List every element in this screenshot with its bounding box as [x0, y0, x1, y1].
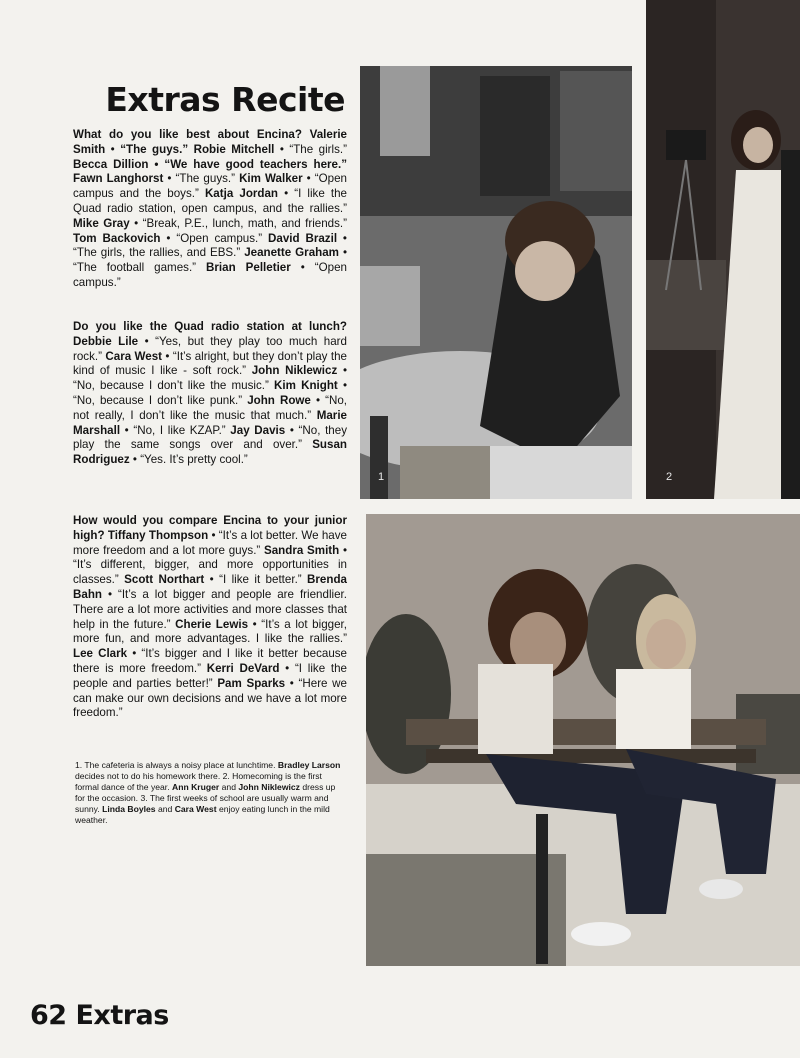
quote-text: • “No, because I don’t like punk.”: [73, 379, 348, 407]
quote-text: • “The football games.”: [73, 246, 347, 275]
speaker-name: Jay Davis: [230, 423, 286, 437]
speaker-name: Ann Kruger: [171, 782, 220, 792]
quote-text: 1. The cafeteria is always a noisy place at lunchtime.: [75, 760, 278, 770]
quote-text: and: [219, 782, 239, 792]
page-title: Extras Recite: [105, 80, 345, 119]
quote-text: • “I like it better.”: [204, 573, 308, 587]
quote-text: • “No, not really, I don’t like the music that much.”: [73, 393, 348, 422]
recite-section-best-about-encina: [73, 128, 347, 291]
speaker-name: Do you like the Quad radio station at lunch? Debbie Lile: [73, 320, 347, 348]
speaker-name: Kim Walker: [239, 172, 303, 186]
quote-text: • “Yes, but they play too much hard rock.”: [73, 334, 347, 363]
speaker-name: Linda Boyles: [102, 804, 156, 814]
quote-text: • “It’s a lot bigger and people are friendlier. There are a lot more activities and more classes that help in the future.”: [73, 587, 347, 631]
speaker-name: Tom Backovich: [73, 231, 161, 245]
quote-text: • “No, because I don’t like the music.”: [73, 364, 348, 393]
section-paragraph: [73, 514, 347, 721]
quote-text: • “Break, P.E., lunch, math, and friends.”: [129, 216, 347, 230]
speaker-name: Jeanette Graham: [244, 246, 339, 260]
speaker-name: Pam Sparks: [217, 676, 286, 690]
photo-bench: [366, 514, 800, 966]
speaker-name: “The guys.” Robie Mitchell: [120, 142, 275, 156]
photo-number: 2: [666, 471, 673, 483]
quote-text: dress up for the occasion. 3. The first weeks of school are usually warm and sunny.: [75, 782, 336, 814]
speaker-name: Becca Dillion • “We have good teachers here.” Fawn Langhorst: [73, 157, 347, 186]
speaker-name: Brenda Bahn: [73, 573, 347, 601]
speaker-name: Cara West: [105, 349, 163, 363]
quote-text: • “I like the people and parties better!”: [73, 661, 347, 690]
quote-text: • “No, they play the same songs over and over.”: [73, 423, 347, 452]
speaker-name: Lee Clark: [73, 647, 128, 661]
quote-text: • “It’s a lot better. We have more freedom and a lot more guys.”: [73, 528, 347, 557]
speaker-name: Kerri DeVard: [206, 661, 280, 675]
speaker-name: Mike Gray: [73, 216, 130, 230]
quote-text: • “It’s bigger and I like it better because there is more freedom.”: [73, 647, 348, 675]
speaker-name: John Rowe: [247, 393, 311, 407]
photo-captions: [75, 760, 347, 826]
quote-text: • “The guys.”: [163, 172, 240, 186]
speaker-name: Bradley Larson: [277, 760, 341, 770]
speaker-name: David Brazil: [268, 231, 338, 245]
quote-text: decides not to do his homework there. 2. Homecoming is the first formal dance of the year.: [75, 771, 322, 792]
speaker-name: Susan Rodriguez: [73, 438, 347, 467]
speaker-name: Brian Pelletier: [206, 261, 291, 275]
photo-number: 1: [378, 471, 385, 483]
quote-text: • “I like the Quad radio station, open campus, and the rallies.”: [73, 187, 347, 215]
quote-text: • “It’s alright, but they don’t play the kind of music I like - soft rock.”: [73, 349, 347, 378]
section-paragraph: [73, 128, 347, 291]
speaker-name: Scott Northart: [124, 573, 205, 587]
quote-text: • “The girls.”: [274, 142, 347, 156]
speaker-name: Kim Knight: [274, 379, 338, 393]
speaker-name: Cherie Lewis: [175, 617, 249, 631]
quote-text: • “It’s different, bigger, and more opportunities in classes.”: [73, 543, 348, 587]
speaker-name: Katja Jordan: [204, 187, 279, 201]
quote-text: • “No, I like KZAP.”: [120, 423, 231, 437]
quote-text: • “Open campus.”: [160, 231, 269, 245]
page-folio: 62 Extras: [30, 1000, 169, 1031]
quote-text: • “Yes. It’s pretty cool.”: [129, 453, 248, 467]
speaker-name: What do you like best about Encina? Valerie Smith: [73, 128, 347, 156]
quote-text: •: [105, 142, 121, 156]
speaker-name: Marie Marshall: [73, 408, 347, 437]
photo-homecoming: [646, 0, 800, 499]
quote-text: • “Open campus.”: [73, 261, 347, 289]
recite-section-junior-high: [73, 514, 347, 721]
quote-text: • “The girls, the rallies, and EBS.”: [73, 231, 347, 260]
photo-cafeteria: [360, 66, 632, 499]
speaker-name: John Niklewicz: [238, 782, 300, 792]
quote-text: • “Here we can make our own decisions and we have a lot more freedom.”: [73, 676, 347, 720]
speaker-name: Sandra Smith: [264, 543, 340, 557]
section-paragraph: [73, 320, 347, 468]
speaker-name: How would you compare Encina to your junior high? Tiffany Thompson: [73, 514, 347, 542]
quote-text: • “Open campus and the boys.”: [73, 172, 347, 201]
speaker-name: John Niklewicz: [251, 364, 338, 378]
recite-section-quad-radio: [73, 320, 347, 468]
quote-text: • “It’s a lot bigger, more fun, and more advantages. I like the rallies.”: [73, 617, 347, 646]
speaker-name: Cara West: [174, 804, 217, 814]
quote-text: and: [155, 804, 175, 814]
quote-text: enjoy eating lunch in the mild weather.: [75, 804, 330, 825]
